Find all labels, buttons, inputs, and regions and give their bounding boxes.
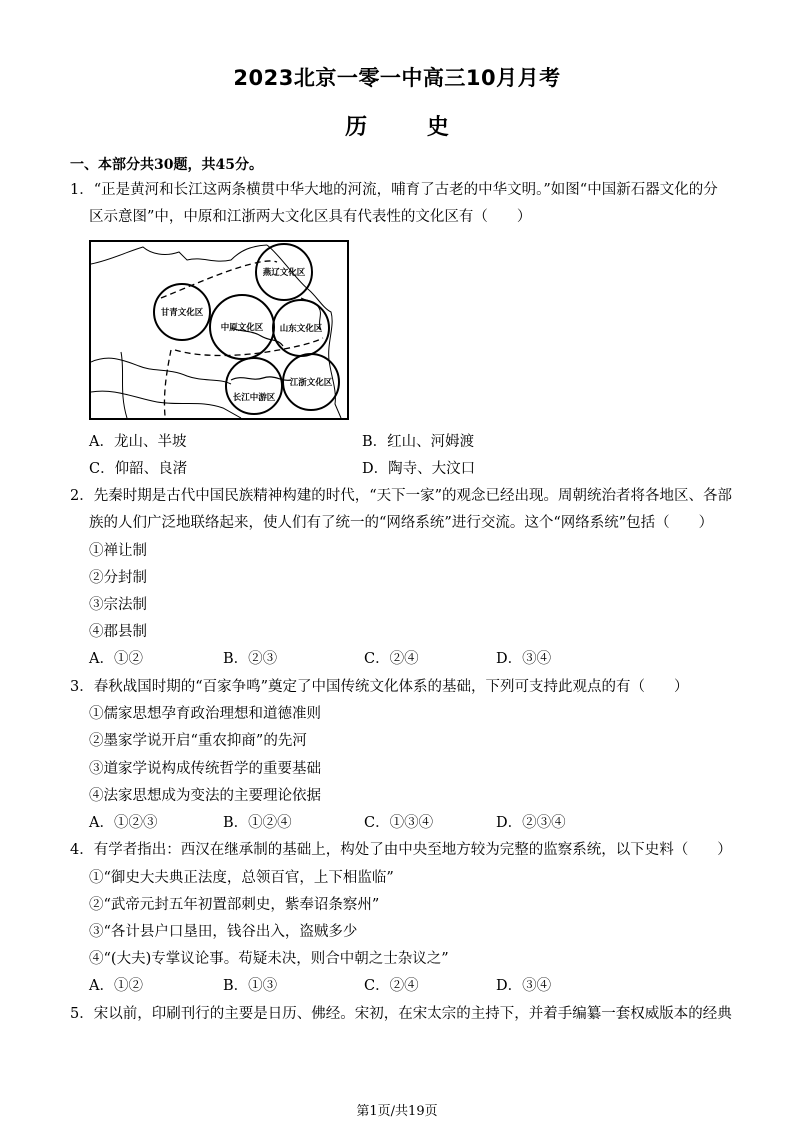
q1-stem-line1: 1．“正是黄河和长江这两条横贯中华大地的河流，哺育了古老的中华文明。”如图“中国新石器文化的分 bbox=[70, 182, 718, 198]
q2-item-2: ②分封制 bbox=[89, 570, 147, 586]
region-label-shandong: 山东文化区 bbox=[279, 324, 323, 334]
q1-option-a: A．龙山、半坡 bbox=[89, 434, 187, 450]
q4-option-b: B．①③ bbox=[223, 978, 278, 994]
subject-title: 历 史 bbox=[345, 115, 475, 140]
q4-option-d: D．③④ bbox=[496, 978, 552, 994]
q1-option-d: D．陶寺、大汶口 bbox=[362, 461, 476, 477]
q3-option-c: C．①③④ bbox=[364, 815, 434, 831]
q2-item-4: ④郡县制 bbox=[89, 624, 147, 640]
region-label-changjiang: 长江中游区 bbox=[232, 393, 276, 403]
neolithic-culture-map bbox=[89, 240, 349, 420]
q2-option-c: C．②④ bbox=[364, 651, 419, 667]
q3-item-2: ②墨家学说开启“重农抑商”的先河 bbox=[89, 733, 307, 749]
q2-option-a: A．①② bbox=[89, 651, 143, 667]
q4-item-3: ③“各计县户口垦田，钱谷出入，盗贼多少 bbox=[89, 924, 358, 940]
q3-stem-line1: 3．春秋战国时期的“百家争鸣”奠定了中国传统文化体系的基础，下列可支持此观点的有（ ） bbox=[70, 679, 689, 695]
exam-title: 2023北京一零一中高三10月月考 bbox=[233, 66, 561, 90]
q2-stem-line1: 2．先秦时期是古代中国民族精神构建的时代，“天下一家”的观念已经出现。周朝统治者将各地区、各部 bbox=[70, 488, 733, 504]
q3-option-d: D．②③④ bbox=[496, 815, 566, 831]
q3-option-a: A．①②③ bbox=[89, 815, 158, 831]
q1-option-b: B．红山、河姆渡 bbox=[362, 434, 475, 450]
q4-option-c: C．②④ bbox=[364, 978, 419, 994]
region-label-yanliao: 燕辽文化区 bbox=[262, 268, 306, 278]
q2-option-b: B．②③ bbox=[223, 651, 278, 667]
region-label-zhongyuan: 中原文化区 bbox=[220, 323, 264, 333]
section-heading: 一、本部分共30题，共45分。 bbox=[70, 157, 263, 173]
q2-item-3: ③宗法制 bbox=[89, 597, 147, 613]
q4-item-4: ④“(大夫)专掌议论事。苟疑未决，则合中朝之士杂议之” bbox=[89, 951, 449, 967]
region-label-jiangzhe: 江浙文化区 bbox=[289, 378, 333, 388]
q3-item-4: ④法家思想成为变法的主要理论依据 bbox=[89, 788, 321, 804]
q4-option-a: A．①② bbox=[89, 978, 143, 994]
q4-stem-line1: 4．有学者指出：西汉在继承制的基础上，构处了由中央至地方较为完整的监察系统，以下史料（ ） bbox=[70, 842, 732, 858]
q2-option-d: D．③④ bbox=[496, 651, 552, 667]
region-label-ganqing: 甘青文化区 bbox=[160, 308, 204, 318]
q4-item-2: ②“武帝元封五年初置部刺史，紫奉诏条察州” bbox=[89, 897, 380, 913]
q3-item-1: ①儒家思想孕育政治理想和道德准则 bbox=[89, 706, 321, 722]
q1-option-c: C．仰韶、良渚 bbox=[89, 461, 188, 477]
map-illustration bbox=[91, 242, 347, 418]
q2-item-1: ①禅让制 bbox=[89, 543, 147, 559]
q2-stem-line2: 族的人们广泛地联络起来，使人们有了统一的“网络系统”进行交流。这个“网络系统”包括（ ） bbox=[89, 515, 714, 531]
q4-item-1: ①“御史大夫典正法度，总领百官，上下相监临” bbox=[89, 870, 394, 886]
q5-stem-line1: 5．宋以前，印刷刊行的主要是日历、佛经。宋初，在宋太宗的主持下，并着手编纂一套权威版本的经典 bbox=[70, 1006, 732, 1022]
q3-option-b: B．①②④ bbox=[223, 815, 292, 831]
q1-stem-line2: 区示意图”中，中原和江浙两大文化区具有代表性的文化区有（ ） bbox=[89, 209, 532, 225]
q3-item-3: ③道家学说构成传统哲学的重要基础 bbox=[89, 761, 321, 777]
page-footer: 第1页/共19页 bbox=[356, 1104, 438, 1119]
